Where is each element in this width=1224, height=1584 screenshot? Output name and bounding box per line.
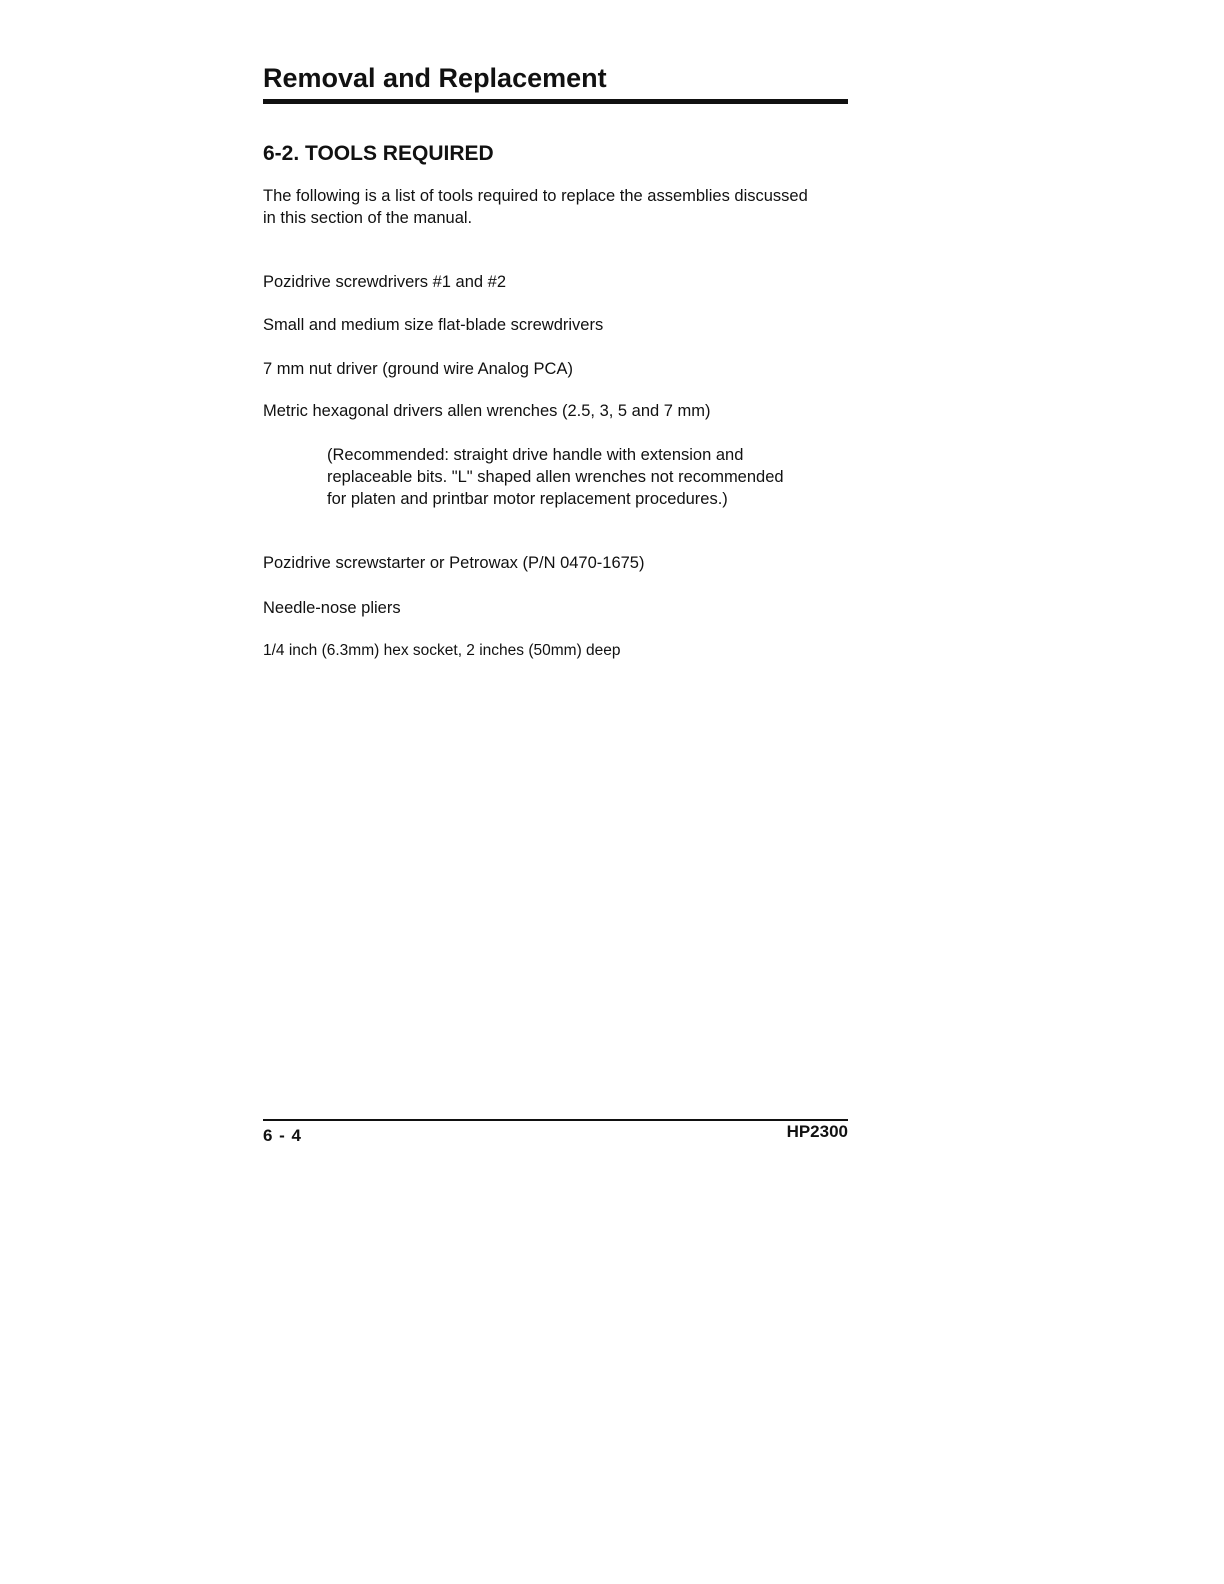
title-rule [263, 99, 848, 104]
footer-rule [263, 1119, 848, 1121]
tool-item: Pozidrive screwdrivers #1 and #2 [263, 273, 507, 291]
intro-paragraph: The following is a list of tools required to replace the assemblies discussed in this section of the manual. [263, 187, 808, 227]
page-title: Removal and Replacement [263, 63, 607, 93]
tool-item: 7 mm nut driver (ground wire Analog PCA) [263, 360, 573, 378]
tool-item: Small and medium size flat-blade screwdrivers [263, 316, 604, 334]
tool-item: 1/4 inch (6.3mm) hex socket, 2 inches (50mm) deep [263, 642, 621, 659]
tool-item: Pozidrive screwstarter or Petrowax (P/N 0470-1675) [263, 554, 645, 572]
page-header [263, 58, 848, 98]
recommendation-note: (Recommended: straight drive handle with extension and replaceable bits. "L" shaped allen wrenches not recommended for platen and printbar motor replacement procedures.) [327, 446, 784, 508]
page-number: 6 - 4 [263, 1126, 303, 1145]
tool-item: Needle-nose pliers [263, 599, 401, 617]
document-id: HP2300 [786, 1122, 848, 1141]
section-heading: 6-2. TOOLS REQUIRED [263, 142, 494, 165]
tool-item: Metric hexagonal drivers allen wrenches (2.5, 3, 5 and 7 mm) [263, 402, 711, 420]
